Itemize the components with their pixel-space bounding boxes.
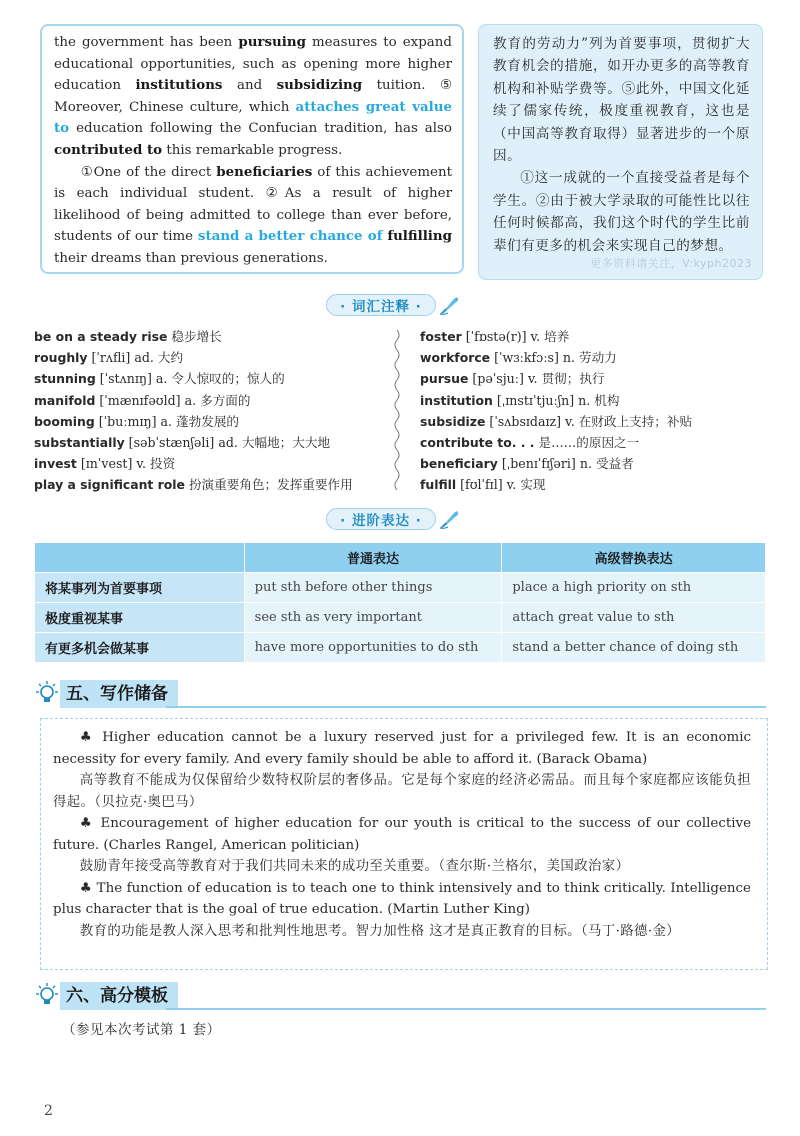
club-icon: ♣ bbox=[79, 730, 95, 745]
table-header-cell bbox=[35, 543, 245, 573]
vocab-definition: [fʊlˈfɪl] v. 实现 bbox=[456, 477, 546, 493]
vocab-entry bbox=[420, 390, 692, 411]
vocab-definition: [səbˈstænʃəli] ad. 大幅地；大大地 bbox=[124, 435, 331, 451]
vocab-definition: [ˈbuːmɪŋ] a. 蓬勃发展的 bbox=[94, 413, 240, 429]
vocab-definition: [ˌɪnstɪˈtjuːʃn] n. 机构 bbox=[492, 392, 620, 408]
advanced-expression: attach great value to sth bbox=[502, 603, 766, 633]
table-row bbox=[35, 603, 766, 633]
normal-expression: put sth before other things bbox=[244, 573, 502, 603]
passage-text: this remarkable progress. bbox=[162, 142, 343, 158]
vocab-pill: · 词汇注释 · bbox=[326, 294, 436, 316]
advanced-pill: · 进阶表达 · bbox=[326, 508, 436, 530]
vocab-word: invest bbox=[34, 456, 77, 472]
bold-keyword: institutions bbox=[135, 77, 223, 94]
vocab-header bbox=[326, 294, 460, 316]
passage-text: their dreams than previous generations. bbox=[54, 250, 328, 266]
vocab-entry bbox=[34, 453, 353, 474]
chinese-paragraph-2: ①这一成就的一个直接受益者是每个学生。②由于被大学录取的可能性比以往任何时候都高，我们这个时代的学生比前辈们有更多的机会来实现自己的梦想。 bbox=[493, 170, 750, 254]
vocab-right-column bbox=[420, 326, 692, 496]
vocab-entry bbox=[34, 390, 353, 411]
club-icon: ♣ bbox=[79, 816, 94, 831]
lightbulb-icon bbox=[34, 982, 60, 1010]
advanced-header bbox=[326, 508, 460, 530]
vocab-word: substantially bbox=[34, 435, 125, 451]
bold-keyword: fulfilling bbox=[387, 228, 452, 245]
table-header-cell: 普通表达 bbox=[244, 543, 502, 573]
quote-1-cn: 高等教育不能成为仅保留给少数特权阶层的奢侈品。它是每个家庭的经济必需品。而且每个家庭都应该能负担得起。（贝拉克·奥巴马） bbox=[53, 773, 751, 810]
vocab-word: subsidize bbox=[420, 413, 486, 429]
vocab-entry bbox=[34, 326, 353, 347]
vocab-entry bbox=[420, 453, 692, 474]
chinese-translation-box bbox=[478, 24, 763, 280]
vocab-definition: [ˈrʌfli] ad. 大约 bbox=[87, 350, 184, 366]
highlight-phrase: stand a better chance of bbox=[197, 228, 383, 245]
bold-keyword: contributed to bbox=[54, 141, 163, 158]
vocab-word: workforce bbox=[420, 350, 491, 366]
vocab-definition: [ˈwɜːkfɔːs] n. 劳动力 bbox=[490, 350, 617, 366]
vocab-left-column bbox=[34, 326, 353, 496]
vocab-word: fulfill bbox=[420, 477, 457, 493]
vocab-entry bbox=[420, 411, 692, 432]
row-key: 将某事列为首要事项 bbox=[35, 573, 245, 603]
passage-text: tuition. ⑤ Moreover, Chinese culture, which bbox=[54, 78, 452, 115]
vocab-entry bbox=[34, 432, 353, 453]
advanced-expression: stand a better chance of doing sth bbox=[502, 633, 766, 663]
vocab-definition: [ˈfɒstə(r)] v. 培养 bbox=[461, 329, 570, 344]
vocab-word: foster bbox=[420, 329, 462, 344]
vocab-definition: 扮演重要角色；发挥重要作用 bbox=[184, 477, 353, 493]
vocab-word: institution bbox=[420, 392, 493, 408]
vocab-entry bbox=[34, 368, 353, 389]
quote-3-cn: 教育的功能是教人深入思考和批判性地思考。智力加性格 这才是真正教育的目标。（马丁·路德·金） bbox=[79, 923, 681, 939]
vocab-definition: [ˌbenɪˈfɪʃəri] n. 受益者 bbox=[497, 456, 634, 472]
vocab-entry bbox=[420, 326, 692, 347]
section6-title: 六、高分模板 bbox=[60, 982, 178, 1010]
bold-keyword: pursuing bbox=[238, 34, 306, 50]
table-header-row bbox=[35, 543, 766, 573]
table-row bbox=[35, 573, 766, 603]
vocab-word: booming bbox=[34, 413, 95, 429]
vocab-word: contribute to. . . bbox=[420, 435, 535, 451]
table-row bbox=[35, 633, 766, 663]
table-header-cell: 高级替换表达 bbox=[502, 543, 766, 573]
bold-keyword: subsidizing bbox=[276, 77, 363, 94]
vocab-definition: [ˈmænɪfəʊld] a. 多方面的 bbox=[95, 392, 251, 408]
vocab-word: stunning bbox=[34, 371, 96, 387]
bold-keyword: beneficiaries bbox=[216, 163, 313, 180]
vocab-word: roughly bbox=[34, 350, 88, 366]
row-key: 有更多机会做某事 bbox=[35, 633, 245, 663]
english-passage-box bbox=[40, 24, 464, 274]
passage-text: education following the Confucian tradition, has also bbox=[69, 121, 452, 137]
passage-text: and bbox=[222, 78, 277, 94]
club-icon: ♣ bbox=[79, 880, 93, 896]
vocab-definition: 是……的原因之一 bbox=[534, 435, 640, 451]
vocab-word: pursue bbox=[420, 371, 469, 387]
quote-2-cn: 鼓励青年接受高等教育对于我们共同未来的成功至关重要。（查尔斯·兰格尔，美国政治家） bbox=[79, 859, 630, 874]
passage-text: of this achievement is each individual student. ②As a result of higher likelihood of being admitted to college than ever before, students of our time bbox=[54, 164, 452, 245]
row-key: 极度重视某事 bbox=[35, 603, 245, 633]
section5-rule bbox=[166, 706, 766, 708]
vocab-word: play a significant role bbox=[34, 477, 185, 493]
section6-rule bbox=[166, 1008, 766, 1010]
passage-text: the government has been bbox=[54, 35, 239, 50]
lightbulb-icon bbox=[34, 680, 60, 708]
vocab-entry bbox=[34, 474, 353, 495]
watermark: 更多资料请关注，V:kyph2023 bbox=[590, 256, 752, 270]
passage-text: ①One of the direct bbox=[80, 164, 217, 180]
english-paragraph-1 bbox=[54, 32, 452, 162]
vocab-entry bbox=[420, 347, 692, 368]
section6-header bbox=[34, 982, 178, 1010]
vocab-definition: 稳步增长 bbox=[167, 329, 222, 344]
chinese-paragraph-1: 教育的劳动力”列为首要事项，贯彻扩大教育机会的措施，如开办更多的高等教育机构和补贴学费等。⑤此外，中国文化延续了儒家传统，极度重视教育，这也是（中国高等教育取得）显著进步的一个原因。 bbox=[493, 36, 750, 165]
vocab-definition: [ɪnˈvest] v. 投资 bbox=[76, 456, 176, 472]
quill-icon bbox=[438, 294, 460, 316]
vocab-definition: [ˈstʌnɪŋ] a. 令人惊叹的；惊人的 bbox=[95, 371, 285, 387]
vocab-entry bbox=[420, 432, 692, 453]
english-paragraph-2 bbox=[54, 162, 452, 270]
vocab-word: beneficiary bbox=[420, 456, 498, 472]
normal-expression: have more opportunities to do sth bbox=[244, 633, 502, 663]
highlight-phrase: attaches great value to bbox=[54, 98, 452, 137]
vocab-entry bbox=[34, 347, 353, 368]
quote-3-en: ♣ The function of education is to teach one to think intensively and to think critically. Intelligence plus character that is the goal of true education. (Martin Luther King) bbox=[53, 880, 751, 917]
page-number: 2 bbox=[44, 1103, 53, 1119]
vocab-definition: [ˈsʌbsɪdaɪz] v. 在财政上支持；补贴 bbox=[485, 413, 693, 429]
vocab-word: be on a steady rise bbox=[34, 329, 168, 344]
advanced-expression: place a high priority on sth bbox=[502, 573, 766, 603]
vocab-entry bbox=[34, 411, 353, 432]
vocab-entry bbox=[420, 474, 692, 495]
advanced-expression-table bbox=[34, 542, 766, 663]
column-divider bbox=[393, 330, 401, 490]
template-note: （参见本次考试第 1 套） bbox=[62, 1022, 221, 1038]
quote-2-en: ♣ Encouragement of higher education for our youth is critical to the success of our collective future. (Charles Rangel, American politician) bbox=[53, 816, 751, 853]
normal-expression: see sth as very important bbox=[244, 603, 502, 633]
vocab-definition: [pəˈsjuː] v. 贯彻；执行 bbox=[468, 371, 605, 387]
quote-box bbox=[40, 718, 768, 970]
section5-title: 五、写作储备 bbox=[60, 680, 178, 708]
passage-text: measures to expand educational opportunities, such as opening more higher education bbox=[54, 35, 452, 94]
quote-1-en: ♣ Higher education cannot be a luxury reserved just for a privileged few. It is an economic necessity for every family. And every family should be able to afford it. (Barack Obama) bbox=[53, 730, 751, 767]
quill-icon bbox=[438, 508, 460, 530]
vocab-word: manifold bbox=[34, 392, 96, 408]
section5-header bbox=[34, 680, 178, 708]
vocab-entry bbox=[420, 368, 692, 389]
